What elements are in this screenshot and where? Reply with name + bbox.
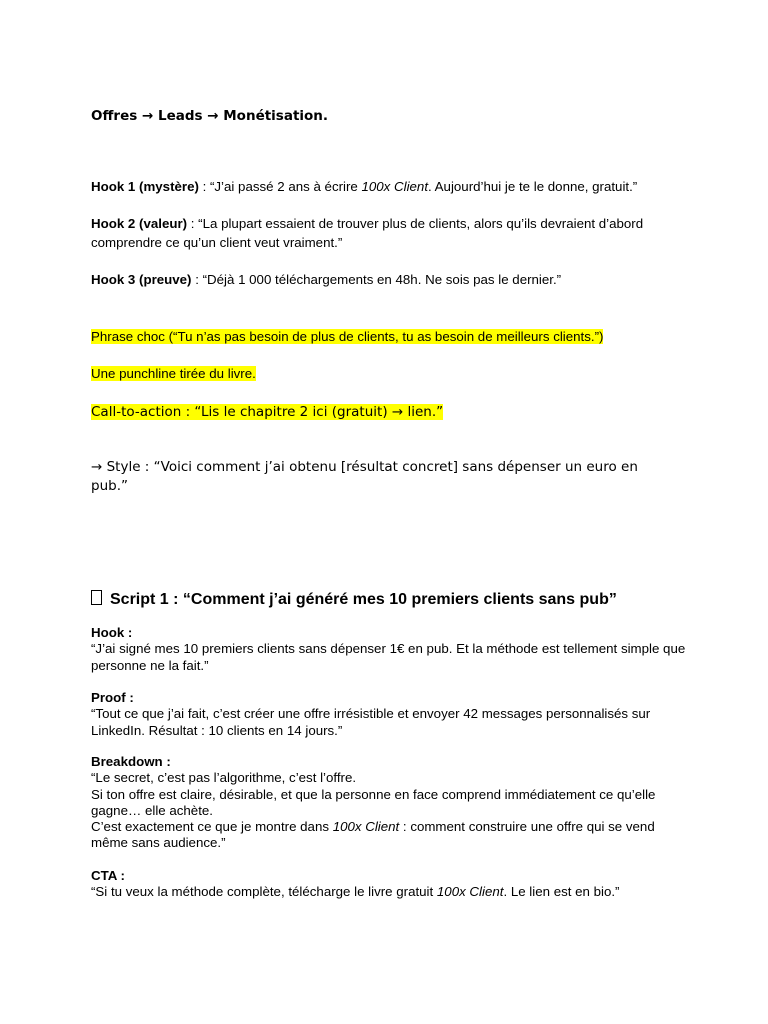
script-cta-text-start: “Si tu veux la méthode complète, télécharge le livre gratuit [91,884,437,900]
phrase-choc-highlight: Phrase choc (“Tu n’as pas besoin de plus de clients, tu as besoin de meilleurs clients.”) [91,329,604,344]
script-cta-text-end: . Le lien est en bio.” [503,884,620,900]
call-to-action-line [91,402,443,422]
script-cta-label: CTA : [91,868,125,883]
call-to-action-highlight: Call-to-action : “Lis le chapitre 2 ici (gratuit) → lien.” [91,404,444,420]
hook-3-label: Hook 3 (preuve) [91,272,192,287]
script-title-text: Script 1 : “Comment j’ai généré mes 10 premiers clients sans pub” [110,591,617,608]
script-breakdown-line-3-start: C’est exactement ce que je montre dans [91,819,333,835]
script-proof-text: “Tout ce que j’ai fait, c’est créer une offre irrésistible et envoyer 42 messages personnalisés sur LinkedIn. Résultat : 10 clients en 14 jours.” [91,706,651,738]
hook-1-label: Hook 1 (mystère) [91,179,199,194]
hook-2-paragraph [91,215,691,252]
page-title: Offres → Leads → Monétisation. [91,108,329,124]
hook-1-text-start: “J’ai passé 2 ans à écrire [209,179,362,194]
hook-1-text-end: . Aujourd’hui je te le donne, gratuit.” [428,179,638,194]
missing-glyph-icon [91,590,102,605]
script-cta-text [91,884,691,900]
hook-3-separator: : [191,272,203,287]
script-breakdown-line-3 [91,819,691,852]
hook-1-book-title: 100x Client [361,179,429,194]
script-breakdown-line-1: “Le secret, c’est pas l’algorithme, c’est l’offre. [91,770,357,786]
punchline-highlight: Une punchline tirée du livre. [91,366,256,381]
punchline-line [91,365,256,383]
script-hook-section [91,625,691,674]
script-breakdown-label: Breakdown : [91,754,171,769]
hook-1-paragraph [91,178,691,197]
script-breakdown-section [91,754,691,852]
hook-2-text: “La plupart essaient de trouver plus de clients, alors qu’ils devraient d’abord comprendre ce qu’un client veut vraiment.” [91,216,644,250]
script-breakdown-line-2: Si ton offre est claire, désirable, et que la personne en face comprend immédiatement ce qu’elle gagne… elle achète. [91,786,656,818]
hook-3-paragraph [91,271,691,290]
script-cta-book-title: 100x Client [436,884,504,900]
script-hook-text: “J’ai signé mes 10 premiers clients sans dépenser 1€ en pub. Et la méthode est tellement simple que personne ne la fait.” [91,641,686,673]
hook-1-separator: : [198,179,210,194]
hook-3-text: “Déjà 1 000 téléchargements en 48h. Ne sois pas le dernier.” [202,272,562,287]
phrase-choc-line [91,328,603,346]
script-breakdown-book-title: 100x Client [332,819,400,835]
hook-2-separator: : [187,216,199,231]
script-hook-label: Hook : [91,625,133,640]
script-proof-section [91,690,691,739]
script-title [91,590,617,610]
style-line: → Style : “Voici comment j’ai obtenu [résultat concret] sans dépenser un euro en pub.” [91,459,638,494]
hook-2-label: Hook 2 (valeur) [91,216,188,231]
script-cta-section [91,868,691,901]
script-proof-label: Proof : [91,690,134,705]
script-breakdown-line-3-end: : comment construire une offre qui se vend même sans audience.” [91,819,655,851]
